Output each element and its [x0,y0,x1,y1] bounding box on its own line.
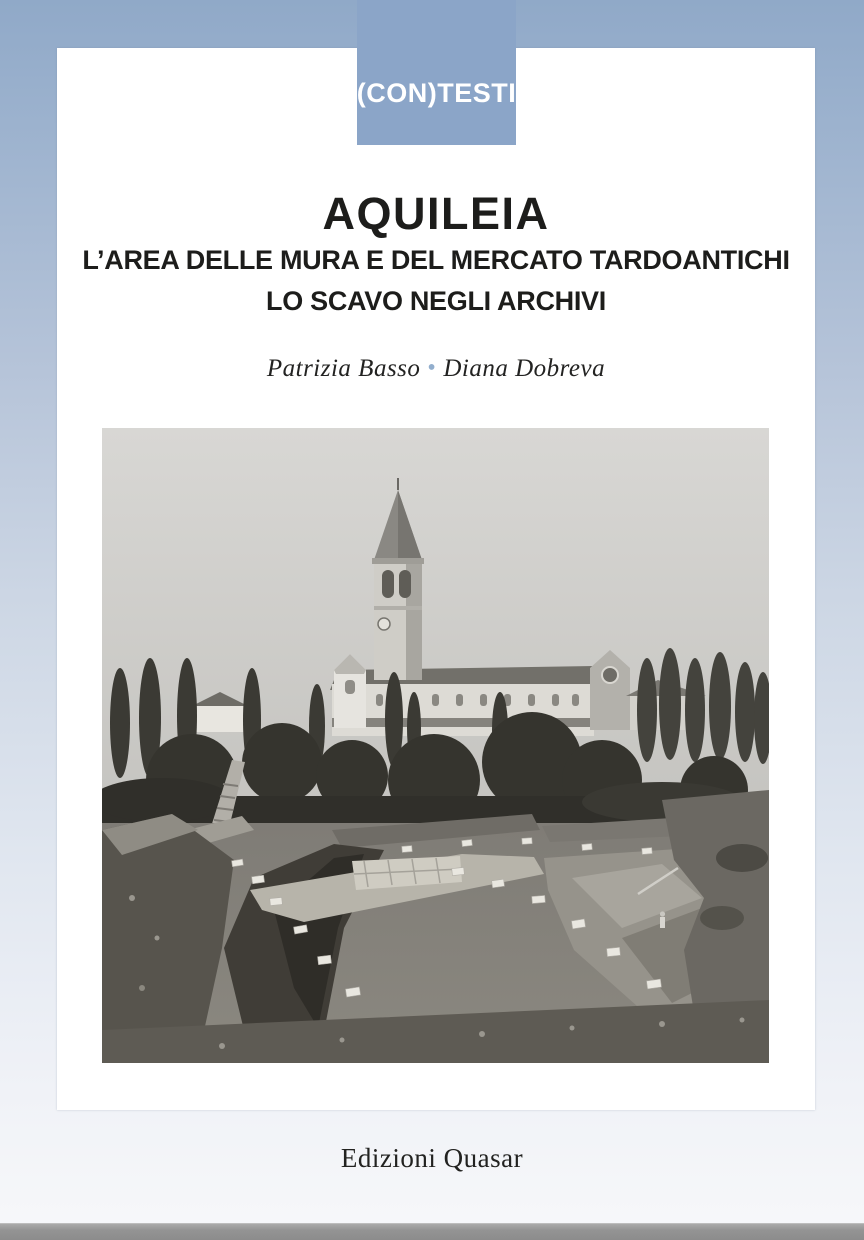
series-label: (CON)TESTI [356,78,517,108]
bottom-edge-bar [0,1223,864,1240]
publisher-name: Edizioni Quasar [340,1143,524,1173]
book-subtitle-line2: LO SCAVO NEGLI ARCHIVI [266,286,606,316]
authors-line [57,355,815,383]
person-figure [660,911,665,928]
book-title: AQUILEIA [322,188,550,239]
series-box [357,0,516,145]
author-separator-dot: • [427,355,437,381]
photo-excavation [102,790,769,1063]
author-first: Patrizia Basso [266,355,421,382]
cover-photo-basilica-excavation [102,428,769,1063]
book-subtitle-line1: L’AREA DELLE MURA E DEL MERCATO TARDOANTICHI [82,245,790,275]
author-second: Diana Dobreva [443,355,606,382]
